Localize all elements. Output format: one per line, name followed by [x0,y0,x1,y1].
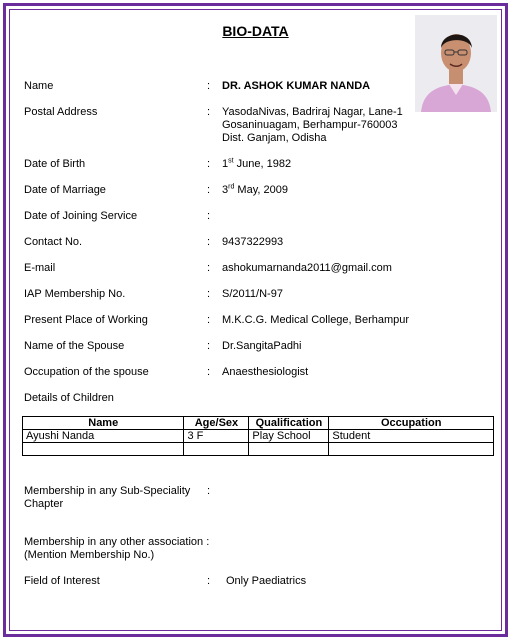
name-value: DR. ASHOK KUMAR NANDA [222,80,371,92]
iap-value: S/2011/N-97 [222,288,283,300]
dom-day: 3 [222,184,229,196]
colon: : [207,236,211,248]
document-title: BIO-DATA [222,23,289,39]
table-cell [329,443,494,456]
spouse-value: Dr.SangitaPadhi [222,340,302,352]
other-association-label-line-2: (Mention Membership No.) [24,549,155,561]
table-cell: Ayushi Nanda [23,430,184,443]
children-label: Details of Children [24,392,114,404]
table-cell [184,443,249,456]
table-header-qualification: Qualification [249,417,329,430]
postal-address-label: Postal Address [24,106,98,118]
table-cell: 3 F [184,430,249,443]
name-label: Name [24,80,54,92]
table-cell: Play School [249,430,329,443]
dom-rest: May, 2009 [234,184,288,196]
colon: : [207,262,211,274]
spouse-occupation-label: Occupation of the spouse [24,366,149,378]
table-header-name: Name [23,417,184,430]
colon: : [207,340,211,352]
dom-suffix: rd [228,183,235,191]
profile-photo [415,15,497,112]
colon: : [207,158,211,170]
table-header-age-sex: Age/Sex [184,417,249,430]
table-row [23,430,494,443]
interest-label: Field of Interest [24,575,100,587]
table-cell: Student [329,430,494,443]
contact-value: 9437322993 [222,236,284,248]
table-cell [249,443,329,456]
dob-rest: June, 1982 [233,158,292,170]
colon: : [207,366,211,378]
colon: : [207,575,211,587]
colon: : [207,184,211,196]
doj-label: Date of Joining Service [24,210,138,222]
spouse-label: Name of the Spouse [24,340,125,352]
colon: : [207,485,211,497]
workplace-label: Present Place of Working [24,314,148,326]
table-row [23,443,494,456]
colon: : [207,106,211,118]
email-value: ashokumarnanda2011@gmail.com [222,262,392,274]
other-association-label-line-1: Membership in any other association : [24,536,210,548]
table-header-row [23,417,494,430]
dob-day: 1 [222,158,229,170]
colon: : [207,210,211,222]
table-header-occupation: Occupation [329,417,494,430]
dom-value [222,184,288,197]
dob-value [222,158,291,171]
table-cell [23,443,184,456]
postal-address-line-1: YasodaNivas, Badriraj Nagar, Lane-1 [222,106,403,118]
subspeciality-label-line-2: Chapter [24,498,64,510]
interest-value: Only Paediatrics [226,575,307,587]
email-label: E-mail [24,262,56,274]
subspeciality-label-line-1: Membership in any Sub-Speciality [24,485,191,497]
postal-address-line-2: Gosaninuagam, Berhampur-760003 [222,119,398,131]
contact-label: Contact No. [24,236,83,248]
iap-label: IAP Membership No. [24,288,126,300]
spouse-occupation-value: Anaesthesiologist [222,366,309,378]
dob-suffix: st [228,157,234,165]
workplace-value: M.K.C.G. Medical College, Berhampur [222,314,410,326]
dob-label: Date of Birth [24,158,86,170]
colon: : [207,288,211,300]
children-table [22,416,494,456]
colon: : [207,314,211,326]
postal-address-line-3: Dist. Ganjam, Odisha [222,132,327,144]
colon: : [207,80,211,92]
dom-label: Date of Marriage [24,184,106,196]
